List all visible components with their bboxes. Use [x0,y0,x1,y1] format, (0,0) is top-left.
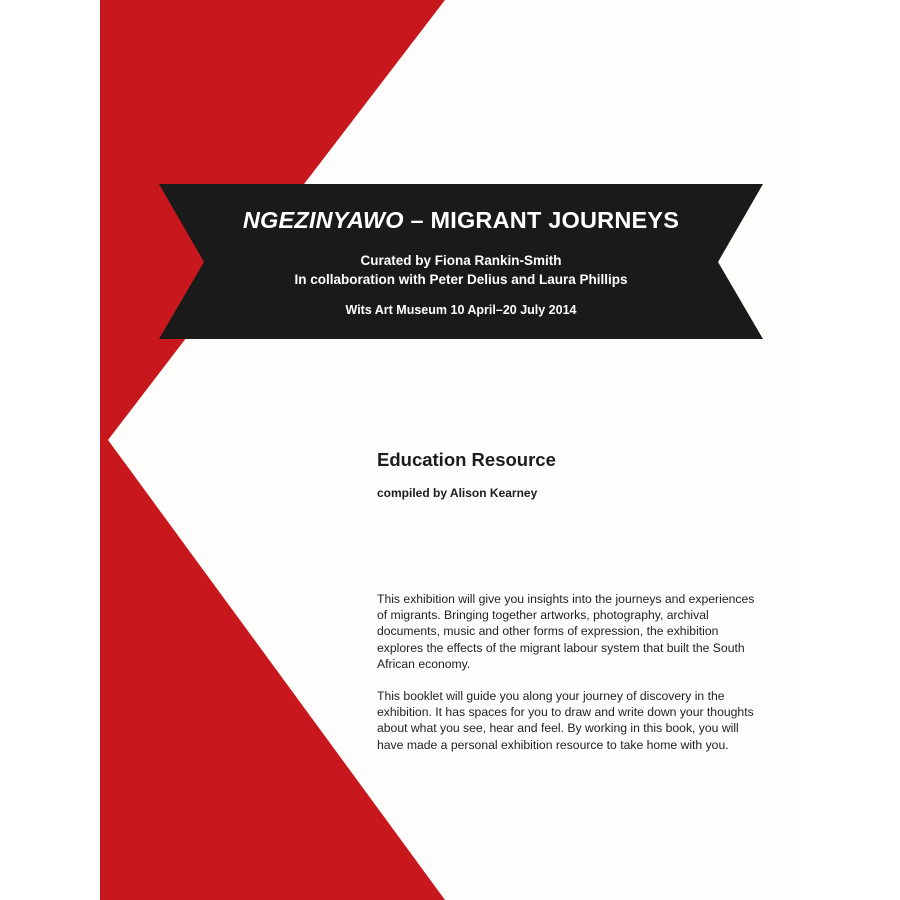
compiled-by-credit: compiled by Alison Kearney [377,486,538,500]
banner-text-block [170,186,752,318]
curator-line: Curated by Fiona Rankin-Smith [360,253,562,268]
venue-dates: Wits Art Museum 10 April–20 July 2014 [345,303,577,317]
exhibition-title-italic: NGEZINYAWO [242,207,404,233]
resource-title: Education Resource [377,449,556,470]
exhibition-title [170,206,752,234]
booklet-paragraph: This booklet will guide you along your journey of discovery in the exhibition. It has spaces for you to draw and write down your thoughts about what you see, hear and feel. By working in this book, you will have made a personal exhibition resource to take home with you. [377,689,754,752]
intro-paragraph: This exhibition will give you insights into the journeys and experiences of migrants. Bringing together artworks, photography, archival documents, music and other forms of expression, the exhibition explores the effects of the migrant labour system that built the South African economy. [377,592,755,671]
exhibition-title-rest: – MIGRANT JOURNEYS [403,207,680,233]
collaboration-line: In collaboration with Peter Delius and Laura Phillips [294,272,628,287]
curator-credits [170,251,752,289]
